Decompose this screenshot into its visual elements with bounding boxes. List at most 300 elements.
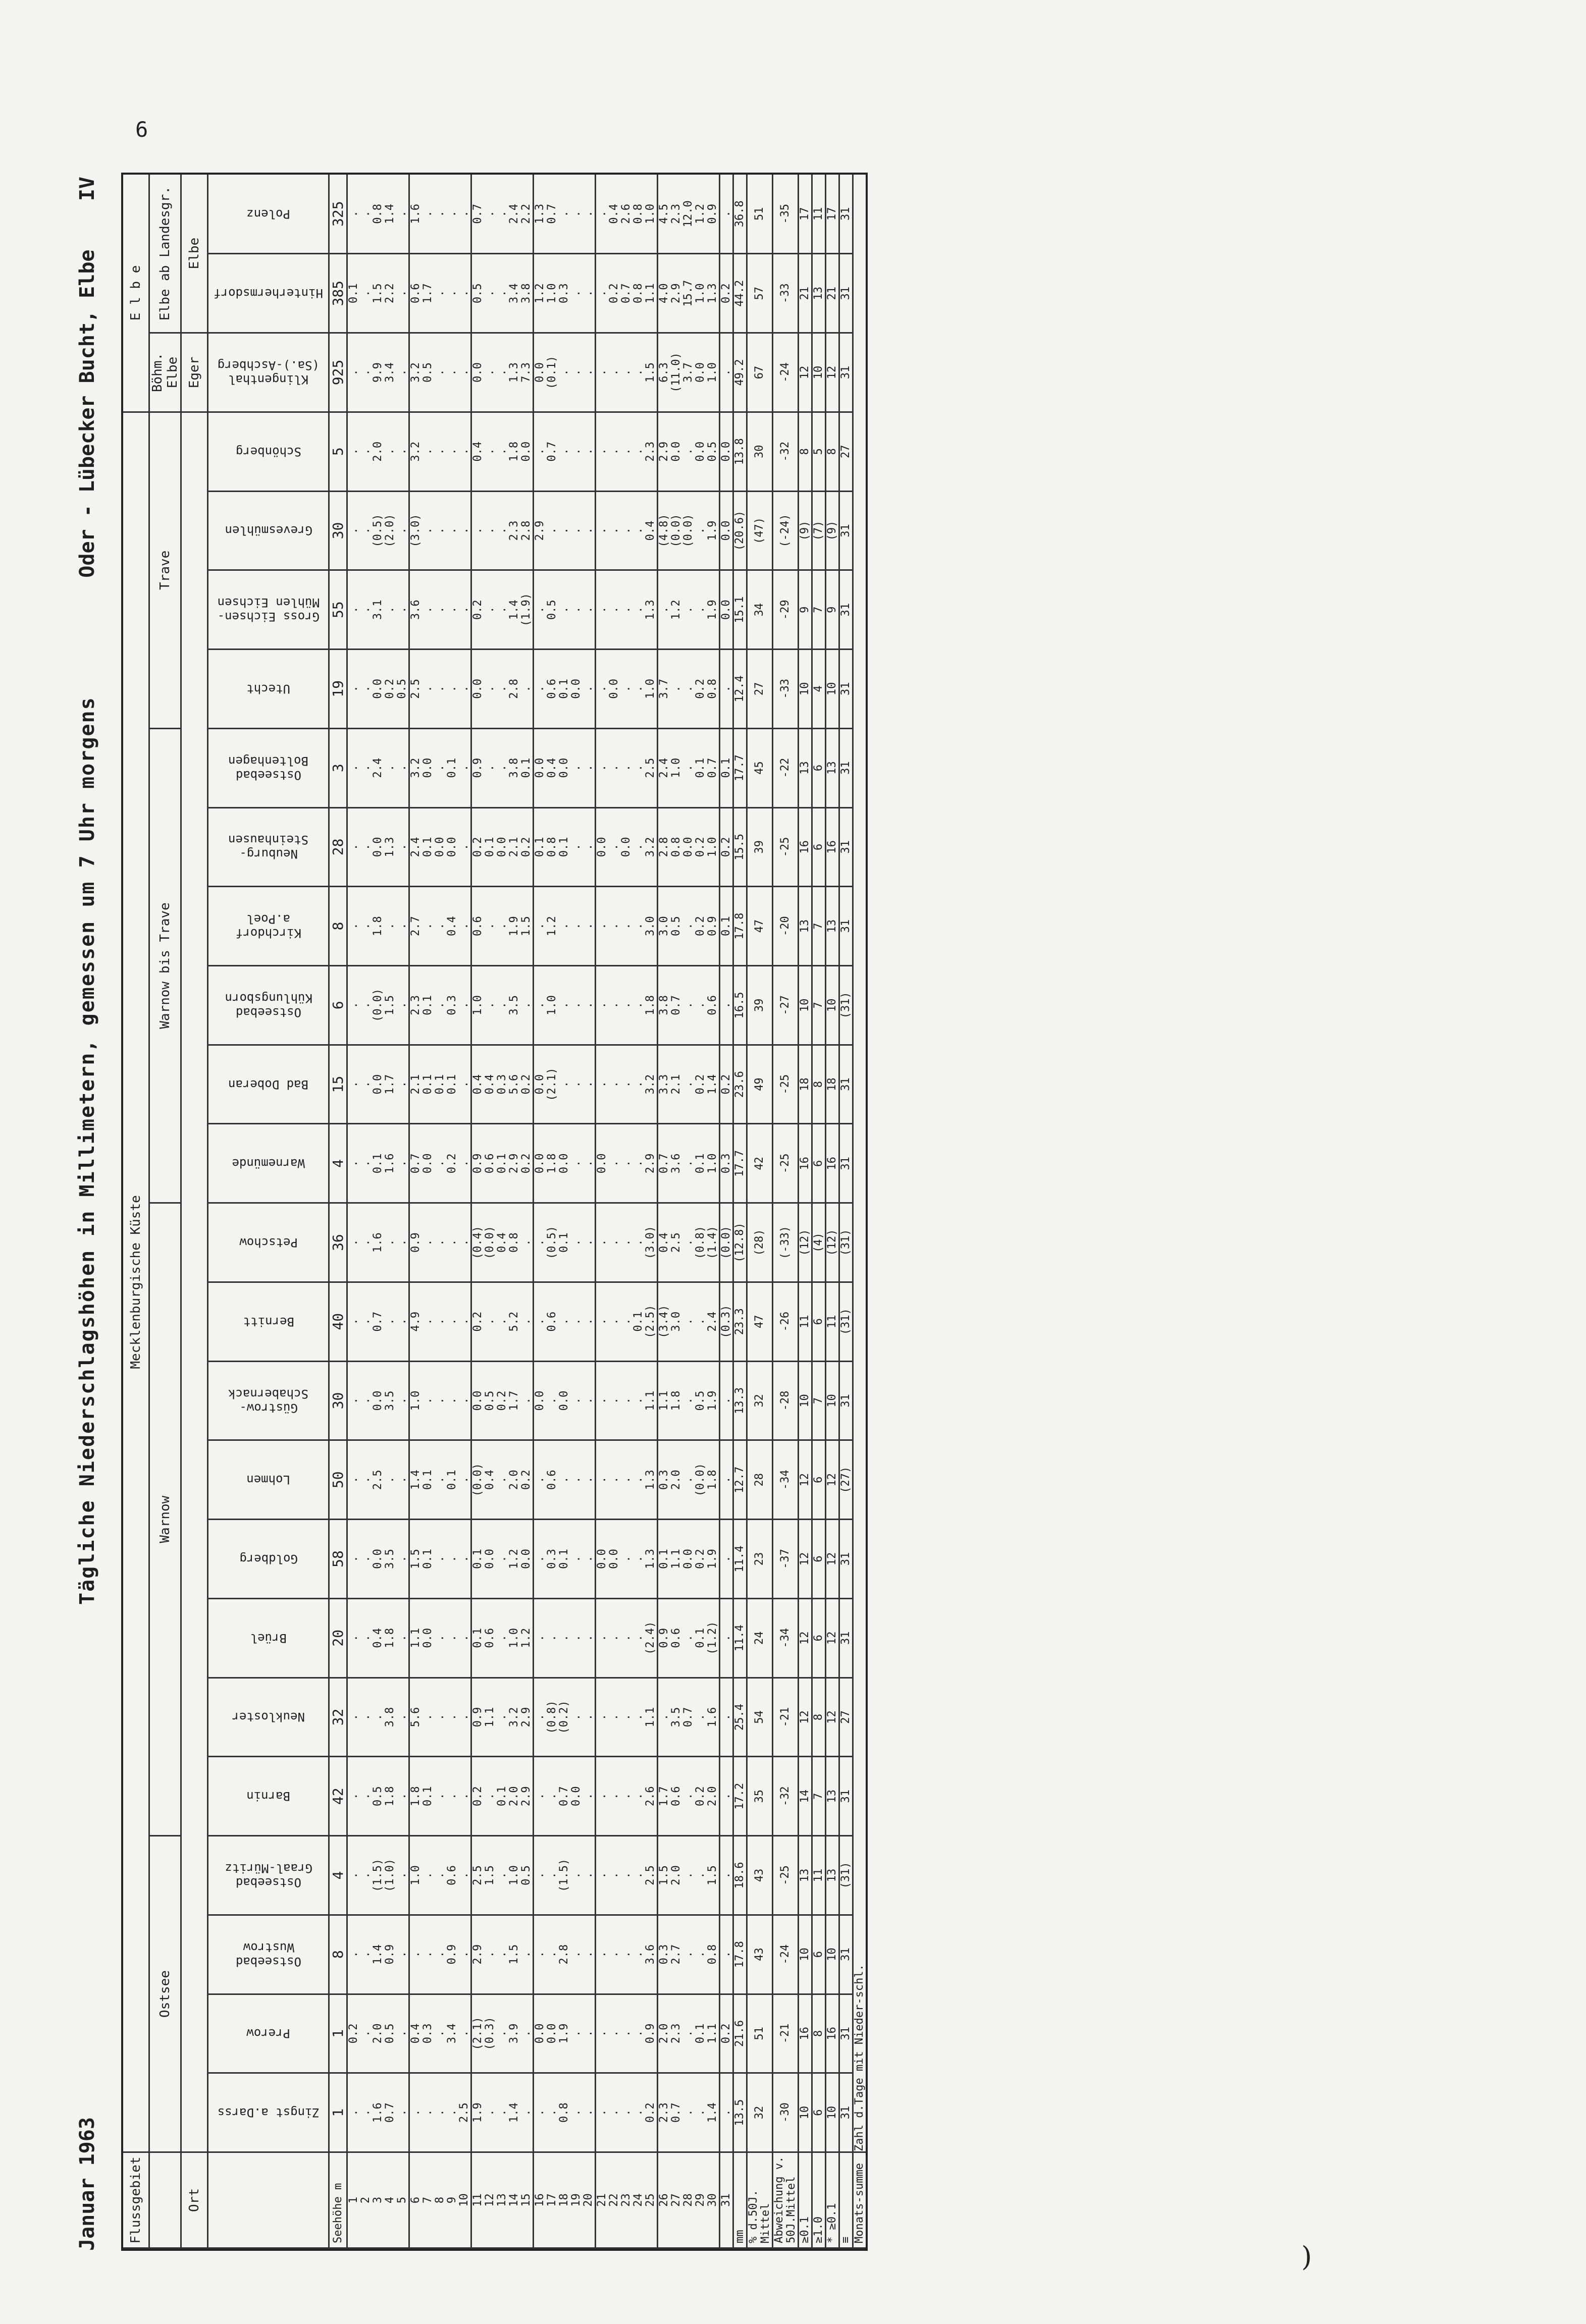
precip-value: 0.0 <box>670 412 682 491</box>
precip-value: 0.1 <box>558 650 570 729</box>
precip-value: . <box>347 1915 360 1994</box>
precip-value: 0.0 <box>546 1994 558 2073</box>
precip-value: 0.9 <box>471 728 485 807</box>
summary-value: (9) <box>799 491 812 570</box>
precip-value: 0.2 <box>347 1994 360 2073</box>
precip-value: . <box>446 650 458 729</box>
precip-value: . <box>596 175 609 254</box>
station-name: Neukloster <box>232 1710 305 1724</box>
summary-value: -28 <box>773 1361 799 1440</box>
precip-value: 2.0 <box>372 1994 384 2073</box>
precip-value: . <box>546 2073 558 2152</box>
precip-value: . <box>720 1440 733 1520</box>
precip-value: . <box>360 1361 372 1440</box>
precip-value: 0.1 <box>434 1045 446 1124</box>
precip-value: 1.0 <box>670 728 682 807</box>
precip-value: 0.9 <box>471 1124 485 1203</box>
precip-value: 0.0 <box>558 728 570 807</box>
summary-row <box>733 175 747 2248</box>
precip-value: 1.9 <box>707 1520 720 1599</box>
precip-value: . <box>458 1361 471 1440</box>
precip-value: . <box>534 2073 547 2152</box>
summary-value: 17.2 <box>733 1757 747 1836</box>
precip-value: . <box>534 650 547 729</box>
precip-value: . <box>496 333 508 412</box>
summary-value: 14 <box>799 1757 812 1836</box>
station-height: 15 <box>329 1045 347 1124</box>
precip-value: . <box>347 1282 360 1361</box>
precip-value: . <box>596 491 609 570</box>
precip-value: 1.8 <box>546 1124 558 1203</box>
station-name: Bad Doberan <box>228 1077 308 1092</box>
precip-value: . <box>409 1915 422 1994</box>
day-number: 9 <box>446 2152 458 2248</box>
day-number: 25 <box>645 2152 658 2248</box>
precip-value: (0.2) <box>558 1678 570 1757</box>
precip-value: 0.5 <box>422 333 434 412</box>
precip-value: . <box>558 965 570 1045</box>
station-header <box>208 1757 329 1836</box>
precip-value: . <box>446 175 458 254</box>
header-region <box>76 177 99 578</box>
summary-value: 39 <box>747 965 773 1045</box>
day-number: 7 <box>422 2152 434 2248</box>
precip-value: . <box>520 1282 534 1361</box>
precip-value: . <box>620 1361 632 1440</box>
precip-value: . <box>434 2073 446 2152</box>
summary-value: 13 <box>826 1836 839 1915</box>
precip-value: 2.0 <box>670 1836 682 1915</box>
precip-value: 1.5 <box>372 254 384 333</box>
precip-value: . <box>384 1203 396 1282</box>
precip-value: 3.7 <box>658 650 671 729</box>
summary-value: 42 <box>747 1124 773 1203</box>
precip-value: . <box>596 1361 609 1440</box>
precip-value: 2.0 <box>372 412 384 491</box>
precip-value: . <box>534 1915 547 1994</box>
day-row <box>360 175 372 2248</box>
day-number: 20 <box>583 2152 596 2248</box>
precip-value: . <box>422 1836 434 1915</box>
station-height: 5 <box>329 412 347 491</box>
precip-value: 0.3 <box>422 1994 434 2073</box>
precip-value: 0.1 <box>496 1124 508 1203</box>
precip-value: . <box>458 1915 471 1994</box>
precip-value: 0.2 <box>720 807 733 887</box>
day-number: 12 <box>484 2152 496 2248</box>
precip-value: . <box>434 728 446 807</box>
station-height: 30 <box>329 491 347 570</box>
page-number: 6 <box>135 117 148 142</box>
precip-value: . <box>682 412 695 491</box>
summary-value: 30 <box>747 412 773 491</box>
station-name: Ostseebad Graal-Müritz <box>224 1861 312 1889</box>
day-row <box>707 175 720 2248</box>
day-number: 14 <box>508 2152 520 2248</box>
precip-value: . <box>720 1757 733 1836</box>
day-number: 19 <box>570 2152 583 2248</box>
precip-value: . <box>446 1598 458 1678</box>
precip-value: 2.0 <box>707 1757 720 1836</box>
precip-value: (0.1) <box>546 333 558 412</box>
day-number: 3 <box>372 2152 384 2248</box>
precip-value: . <box>458 1520 471 1599</box>
summary-value: 32 <box>747 2073 773 2152</box>
precip-value: . <box>682 728 695 807</box>
precip-value: 1.9 <box>707 491 720 570</box>
seehoehe-text: Seehöhe <box>332 2196 344 2243</box>
precip-value: . <box>583 887 596 966</box>
precip-value: . <box>546 1598 558 1678</box>
precip-value: . <box>570 254 583 333</box>
precip-value: 0.6 <box>409 254 422 333</box>
summary-row <box>747 175 773 2248</box>
summary-value: 17.8 <box>733 1915 747 1994</box>
summary-value: 7 <box>812 887 826 966</box>
precip-value: . <box>396 965 409 1045</box>
summary-value: 10 <box>799 1915 812 1994</box>
station-header <box>208 1520 329 1599</box>
precip-value: 0.9 <box>707 887 720 966</box>
precip-value: . <box>583 728 596 807</box>
precip-value: 0.7 <box>546 175 558 254</box>
precip-value: (1.0) <box>384 1836 396 1915</box>
summary-value: 13 <box>826 728 839 807</box>
summary-value: 11 <box>812 175 826 254</box>
elbe-label: Elbe <box>181 175 208 333</box>
precip-value: (2.1) <box>546 1045 558 1124</box>
precip-value: . <box>422 175 434 254</box>
precip-value: 0.7 <box>546 412 558 491</box>
summary-label: ≥0.1 <box>799 2152 812 2248</box>
summary-value: 16.5 <box>733 965 747 1045</box>
station-header <box>208 175 329 254</box>
precip-value: 2.7 <box>409 887 422 966</box>
precip-value: 1.2 <box>546 887 558 966</box>
precip-value: . <box>570 1915 583 1994</box>
precip-value: 0.1 <box>632 1282 645 1361</box>
precip-value: . <box>558 333 570 412</box>
warnow-group: Warnow <box>149 1203 181 1836</box>
precip-value: . <box>583 2073 596 2152</box>
precip-value: . <box>632 1757 645 1836</box>
day-number: 27 <box>670 2152 682 2248</box>
precip-value: 0.6 <box>546 1282 558 1361</box>
station-name: Utecht <box>246 681 290 696</box>
precip-value: 1.3 <box>645 1440 658 1520</box>
station-header <box>208 1440 329 1520</box>
precip-value: . <box>682 1836 695 1915</box>
precip-value: . <box>583 1282 596 1361</box>
precip-value: . <box>608 1598 620 1678</box>
rotated-table-sheet <box>76 151 1429 2251</box>
precip-value: . <box>384 1440 396 1520</box>
precip-value: 1.4 <box>707 2073 720 2152</box>
precip-value: 1.5 <box>645 333 658 412</box>
precip-value: . <box>583 1915 596 1994</box>
precip-value: . <box>596 2073 609 2152</box>
precip-value: . <box>608 807 620 887</box>
precip-value: . <box>496 1440 508 1520</box>
precip-value: 3.3 <box>658 1045 671 1124</box>
summary-value: 16 <box>826 1124 839 1203</box>
summary-value: 9 <box>799 570 812 650</box>
precip-value: 1.1 <box>645 1678 658 1757</box>
precip-value: (0.4) <box>471 1203 485 1282</box>
precip-value: 0.0 <box>720 570 733 650</box>
precip-value: 0.1 <box>446 1045 458 1124</box>
header-roman: IV <box>76 177 99 201</box>
precip-value: 0.7 <box>707 728 720 807</box>
summary-value: 31 <box>839 254 853 333</box>
precip-value: . <box>534 1203 547 1282</box>
summary-value: 28 <box>747 1440 773 1520</box>
precip-value: 5.2 <box>508 1282 520 1361</box>
precip-value: . <box>570 1836 583 1915</box>
precip-value: . <box>546 491 558 570</box>
precip-value: 0.2 <box>695 807 707 887</box>
precip-value: . <box>384 1282 396 1361</box>
precip-value: 1.5 <box>409 1520 422 1599</box>
precip-value: 0.5 <box>372 1757 384 1836</box>
precip-value: 0.9 <box>409 1203 422 1282</box>
precip-value: . <box>620 2073 632 2152</box>
precip-value: 0.6 <box>484 1124 496 1203</box>
summary-value: 16 <box>799 1124 812 1203</box>
precip-value: . <box>558 570 570 650</box>
precip-value: 1.5 <box>520 887 534 966</box>
precip-value: 1.5 <box>384 965 396 1045</box>
summary-value: (31) <box>839 1203 853 1282</box>
summary-row <box>799 175 812 2248</box>
precip-value: 0.3 <box>720 1124 733 1203</box>
precip-value: . <box>446 1203 458 1282</box>
summary-value: 27 <box>839 1678 853 1757</box>
precip-value: . <box>583 1203 596 1282</box>
summary-value: 39 <box>747 807 773 887</box>
summary-value: 21 <box>799 254 812 333</box>
precip-value: . <box>484 1282 496 1361</box>
precip-value: 1.4 <box>409 1440 422 1520</box>
precip-value: . <box>608 965 620 1045</box>
station-name: Bernitt <box>242 1314 294 1329</box>
station-height: 40 <box>329 1282 347 1361</box>
precip-value: 0.7 <box>658 1124 671 1203</box>
precip-value: . <box>422 412 434 491</box>
summary-value: 31 <box>839 491 853 570</box>
precip-value: 0.4 <box>484 1440 496 1520</box>
precip-value: 2.1 <box>508 807 520 887</box>
precip-value: . <box>632 1678 645 1757</box>
day-number: 23 <box>620 2152 632 2248</box>
precip-value: 0.0 <box>534 1361 547 1440</box>
precip-value: 0.8 <box>670 807 682 887</box>
station-height: 385 <box>329 254 347 333</box>
precip-value: 0.3 <box>658 1915 671 1994</box>
precip-value: 0.1 <box>558 807 570 887</box>
precip-value: 0.2 <box>695 650 707 729</box>
precip-value: 5.6 <box>409 1678 422 1757</box>
precip-value: 3.8 <box>508 728 520 807</box>
precip-value: . <box>396 1361 409 1440</box>
precip-value: 3.2 <box>409 333 422 412</box>
precip-value: 0.0 <box>471 333 485 412</box>
precip-value: 0.7 <box>558 1757 570 1836</box>
precip-value: . <box>620 1203 632 1282</box>
precip-value: 2.3 <box>508 491 520 570</box>
summary-value: -24 <box>773 333 799 412</box>
precip-value: . <box>458 650 471 729</box>
summary-value: (12) <box>826 1203 839 1282</box>
summary-value: -21 <box>773 1994 799 2073</box>
precip-value: . <box>632 1124 645 1203</box>
precip-value: . <box>570 1124 583 1203</box>
precip-value: 7.3 <box>520 333 534 412</box>
precip-value: (3.0) <box>409 491 422 570</box>
precip-value: 0.2 <box>645 2073 658 2152</box>
precip-value: 4.0 <box>658 254 671 333</box>
precip-value: 1.0 <box>471 965 485 1045</box>
precip-value: . <box>458 570 471 650</box>
precip-value: . <box>446 1361 458 1440</box>
seehoehe-unit: m <box>332 2183 344 2190</box>
summary-value: 12 <box>799 1440 812 1520</box>
summary-value: (27) <box>839 1440 853 1520</box>
precip-value: . <box>682 1440 695 1520</box>
precip-value: . <box>720 175 733 254</box>
precip-value: 0.2 <box>520 1440 534 1520</box>
precip-value: 0.3 <box>496 1045 508 1124</box>
precip-value: (3.4) <box>658 1282 671 1361</box>
summary-value: 10 <box>826 650 839 729</box>
precip-value: 3.5 <box>384 1520 396 1599</box>
precip-value: . <box>396 1994 409 2073</box>
summary-value: 12 <box>826 1678 839 1757</box>
precip-value: . <box>496 887 508 966</box>
precip-value: 0.3 <box>658 1440 671 1520</box>
summary-value: 24 <box>747 1598 773 1678</box>
summary-label: mm <box>733 2152 747 2248</box>
precip-value: . <box>496 728 508 807</box>
precip-value: . <box>534 412 547 491</box>
precip-value: 0.0 <box>534 333 547 412</box>
precip-value: 2.3 <box>658 2073 671 2152</box>
precip-value: . <box>434 1361 446 1440</box>
precip-value: 0.0 <box>446 807 458 887</box>
summary-value: 43 <box>747 1915 773 1994</box>
station-name: Lohmen <box>246 1473 290 1487</box>
day-number: 11 <box>471 2152 485 2248</box>
precip-value: . <box>384 887 396 966</box>
summary-value: 44.2 <box>733 254 747 333</box>
station-header <box>208 491 329 570</box>
precip-value: (1.9) <box>520 570 534 650</box>
precip-value: 3.2 <box>409 728 422 807</box>
precip-value: . <box>682 1282 695 1361</box>
summary-value: 31 <box>839 887 853 966</box>
summary-value: 67 <box>747 333 773 412</box>
precip-value: . <box>360 650 372 729</box>
precip-value: 0.1 <box>520 728 534 807</box>
precip-value: 1.0 <box>707 1124 720 1203</box>
precip-value: (0.0) <box>682 491 695 570</box>
precip-value: . <box>484 887 496 966</box>
precip-value: . <box>632 1361 645 1440</box>
precip-value: . <box>632 1520 645 1599</box>
precip-value: . <box>596 1598 609 1678</box>
summary-value: 57 <box>747 254 773 333</box>
precip-value: 2.9 <box>534 491 547 570</box>
precip-value: . <box>458 965 471 1045</box>
precip-value: . <box>396 333 409 412</box>
precip-value: 0.4 <box>372 1598 384 1678</box>
precip-value: 0.6 <box>484 1598 496 1678</box>
precip-value: . <box>720 1678 733 1757</box>
summary-value: 23.6 <box>733 1045 747 1124</box>
precip-value: 0.0 <box>471 650 485 729</box>
summary-value: -26 <box>773 1282 799 1361</box>
precip-value: . <box>534 1520 547 1599</box>
precip-value: . <box>434 887 446 966</box>
summary-value: 10 <box>826 1361 839 1440</box>
precip-value: . <box>620 1757 632 1836</box>
precip-value: 1.9 <box>508 887 520 966</box>
precip-value: 1.1 <box>658 1361 671 1440</box>
station-height: 925 <box>329 333 347 412</box>
precip-value: . <box>558 1282 570 1361</box>
precip-value: . <box>360 1678 372 1757</box>
precip-value: 0.2 <box>695 1045 707 1124</box>
precip-value: 0.8 <box>707 1915 720 1994</box>
precip-value: . <box>484 570 496 650</box>
precip-value: . <box>720 1836 733 1915</box>
precip-value: . <box>446 2073 458 2152</box>
precip-value: 3.7 <box>682 333 695 412</box>
precip-value: 0.1 <box>695 1598 707 1678</box>
precip-value: 0.0 <box>520 412 534 491</box>
precip-value: . <box>520 1915 534 1994</box>
summary-value: (31) <box>839 1836 853 1915</box>
summary-value: 12 <box>826 1520 839 1599</box>
precip-value: . <box>396 570 409 650</box>
precip-value: (2.4) <box>645 1598 658 1678</box>
summary-value: 11 <box>799 1282 812 1361</box>
precip-value: 1.1 <box>707 1994 720 2073</box>
summary-value: 7 <box>812 1757 826 1836</box>
precip-value: 1.9 <box>471 2073 485 2152</box>
precip-value: 1.9 <box>558 1994 570 2073</box>
summary-value: 10 <box>799 965 812 1045</box>
precip-value: . <box>360 1836 372 1915</box>
precip-value: 0.0 <box>534 728 547 807</box>
precip-value: . <box>372 1678 384 1757</box>
precip-value: 0.0 <box>484 1520 496 1599</box>
day-row <box>396 175 409 2248</box>
summary-value: 17.7 <box>733 728 747 807</box>
precip-value: (1.5) <box>372 1836 384 1915</box>
precip-value: . <box>720 1915 733 1994</box>
station-height: 50 <box>329 1440 347 1520</box>
precip-value: . <box>570 965 583 1045</box>
day-row <box>596 175 609 2248</box>
precip-value: . <box>620 1836 632 1915</box>
day-number: 16 <box>534 2152 547 2248</box>
precip-value: . <box>384 570 396 650</box>
precip-value: 2.5 <box>645 1836 658 1915</box>
precip-value: 1.4 <box>707 1045 720 1124</box>
precip-value: . <box>520 1203 534 1282</box>
precip-value: . <box>496 1282 508 1361</box>
